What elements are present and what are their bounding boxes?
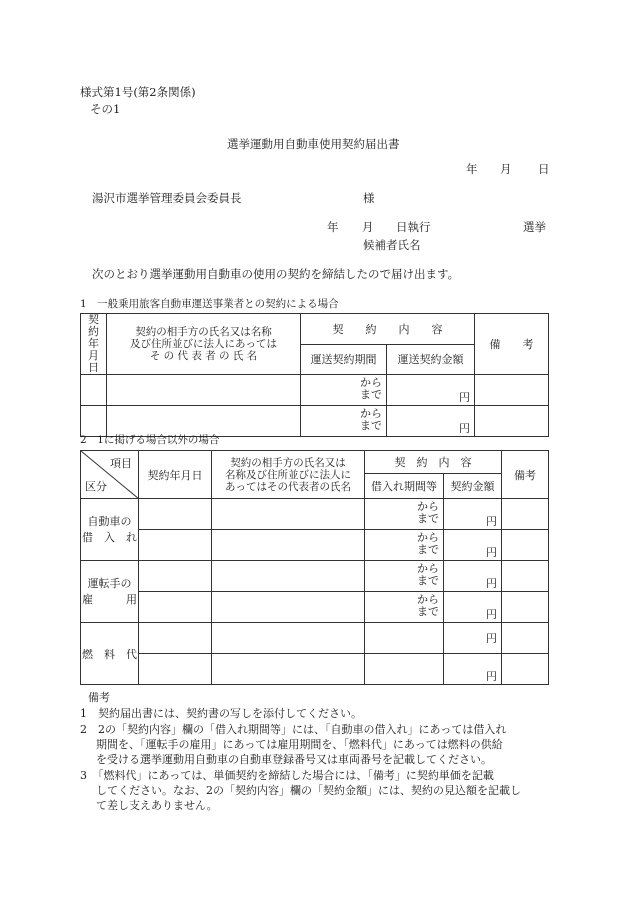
note-3-line2: してください。なお、2の「契約内容」欄の「契約金額」には、契約の見込額を記載し xyxy=(96,784,521,797)
section2-heading: 2 1に掲げる場合以外の場合 xyxy=(80,434,220,446)
s1-r1-remarks[interactable] xyxy=(475,375,549,406)
s2-drv2-remarks[interactable] xyxy=(502,592,549,623)
s2-car1-remarks[interactable] xyxy=(502,499,549,530)
s2-fuel1-period[interactable] xyxy=(365,623,444,654)
election-day-held: 日執行 xyxy=(396,220,431,234)
s2-car2-remarks[interactable] xyxy=(502,530,549,561)
s1-header-date: 契 約 年 月 日 xyxy=(81,314,107,375)
notes-heading: 備考 xyxy=(88,691,110,704)
s2-fuel2-period[interactable] xyxy=(365,654,444,685)
s1-header-amount: 運送契約金額 xyxy=(387,344,475,375)
table-row xyxy=(81,592,549,623)
s2-car1-date[interactable] xyxy=(139,499,212,530)
s2-drv2-party[interactable] xyxy=(212,592,365,623)
s1-r1-period[interactable]: から まで xyxy=(301,375,387,406)
s1-r1-date[interactable] xyxy=(81,375,107,406)
s2-category-driver: 運転手の 雇 用 xyxy=(81,561,139,623)
s2-fuel2-date[interactable] xyxy=(139,654,212,685)
table-row xyxy=(81,375,549,406)
note-3-line1: 3 「燃料代」にあっては、単価契約を締結した場合には、「備考」に契約単価を記載 xyxy=(80,769,494,782)
s2-category-fuel: 燃 料 代 xyxy=(81,623,139,685)
s2-fuel1-amount[interactable]: 円 xyxy=(444,623,502,654)
note-2-line1: 2 2の「契約内容」欄の「借入れ期間等」には、「自動車の借入れ」にあっては借入れ xyxy=(80,723,507,736)
honorific: 様 xyxy=(363,191,375,205)
s2-header-party: 契約の相手方の氏名又は 名称及び住所並びに法人に あってはその代表者の氏名 xyxy=(212,451,365,499)
table-row xyxy=(81,561,549,592)
s2-fuel1-remarks[interactable] xyxy=(502,623,549,654)
note-1: 1 契約届出書には、契約書の写しを添付してください。 xyxy=(80,707,362,720)
s2-car2-period[interactable]: から まで xyxy=(365,530,444,561)
s2-header-remarks: 備考 xyxy=(502,451,549,499)
s2-fuel2-party[interactable] xyxy=(212,654,365,685)
note-2-line2: 期間を、「運転手の雇用」にあっては雇用期間を、「燃料代」にあっては燃料の供給 xyxy=(96,738,503,751)
intro-text: 次のとおり選挙運動用自動車の使用の契約を締結したので届け出ます。 xyxy=(92,267,460,281)
s1-header-remarks: 備 考 xyxy=(475,314,549,375)
s1-header-contract: 契 約 内 容 xyxy=(301,314,475,345)
s2-car2-party[interactable] xyxy=(212,530,365,561)
table-row xyxy=(81,530,549,561)
note-3-line3: て差し支えありません。 xyxy=(96,799,218,812)
section1-heading: 1 一般乗用旅客自動車運送事業者との契約による場合 xyxy=(80,298,339,310)
s1-header-party: 契約の相手方の氏名又は名称 及び住所並びに法人にあっては そ の 代 表 者 の 氏 名 xyxy=(107,314,301,375)
section2-table xyxy=(80,450,549,685)
s2-drv1-period[interactable]: から まで xyxy=(365,561,444,592)
addressee: 湯沢市選挙管理委員会委員長 xyxy=(92,191,242,205)
form-part: その1 xyxy=(90,102,121,116)
s2-header-contract: 契 約 内 容 xyxy=(365,451,502,474)
section1-table xyxy=(80,313,549,437)
election-month: 月 xyxy=(362,220,374,234)
s1-header-period: 運送契約期間 xyxy=(301,344,387,375)
s2-drv2-amount[interactable]: 円 xyxy=(444,592,502,623)
s2-corner: 項目 区分 xyxy=(81,451,139,499)
candidate-label: 候補者氏名 xyxy=(363,238,421,252)
table-row xyxy=(81,499,549,530)
s2-header-date: 契約年月日 xyxy=(139,451,212,499)
form-number: 様式第1号(第2条関係) xyxy=(80,85,196,99)
note-2-line3: を受ける選挙運動用自動車の自動車登録番号又は車両番号を記載してください。 xyxy=(96,753,492,766)
s2-header-period: 借入れ期間等 xyxy=(365,474,444,499)
s2-fuel2-amount[interactable]: 円 xyxy=(444,654,502,685)
s2-car2-date[interactable] xyxy=(139,530,212,561)
s2-category-car: 自動車の 借 入 れ xyxy=(81,499,139,561)
election-suffix: 選挙 xyxy=(523,220,546,234)
date-year: 年 xyxy=(466,162,478,176)
s1-r2-remarks[interactable] xyxy=(475,406,549,437)
s2-car1-period[interactable]: から まで xyxy=(365,499,444,530)
s2-header-amount: 契約金額 xyxy=(444,474,502,499)
s2-fuel1-party[interactable] xyxy=(212,623,365,654)
s2-drv1-party[interactable] xyxy=(212,561,365,592)
s1-r2-amount[interactable]: 円 xyxy=(387,406,475,437)
s2-fuel1-date[interactable] xyxy=(139,623,212,654)
s2-drv1-remarks[interactable] xyxy=(502,561,549,592)
table-row xyxy=(81,623,549,654)
s2-drv1-amount[interactable]: 円 xyxy=(444,561,502,592)
s2-fuel2-remarks[interactable] xyxy=(502,654,549,685)
s2-car2-amount[interactable]: 円 xyxy=(444,530,502,561)
date-day: 日 xyxy=(538,162,550,176)
s2-drv2-date[interactable] xyxy=(139,592,212,623)
s1-r1-party[interactable] xyxy=(107,375,301,406)
date-month: 月 xyxy=(500,162,512,176)
s2-drv1-date[interactable] xyxy=(139,561,212,592)
table-row xyxy=(81,654,549,685)
s1-r1-amount[interactable]: 円 xyxy=(387,375,475,406)
s1-r2-period[interactable]: から まで xyxy=(301,406,387,437)
s2-drv2-period[interactable]: から まで xyxy=(365,592,444,623)
s2-car1-party[interactable] xyxy=(212,499,365,530)
s2-car1-amount[interactable]: 円 xyxy=(444,499,502,530)
document-title: 選挙運動用自動車使用契約届出書 xyxy=(227,137,400,151)
election-year: 年 xyxy=(327,220,339,234)
